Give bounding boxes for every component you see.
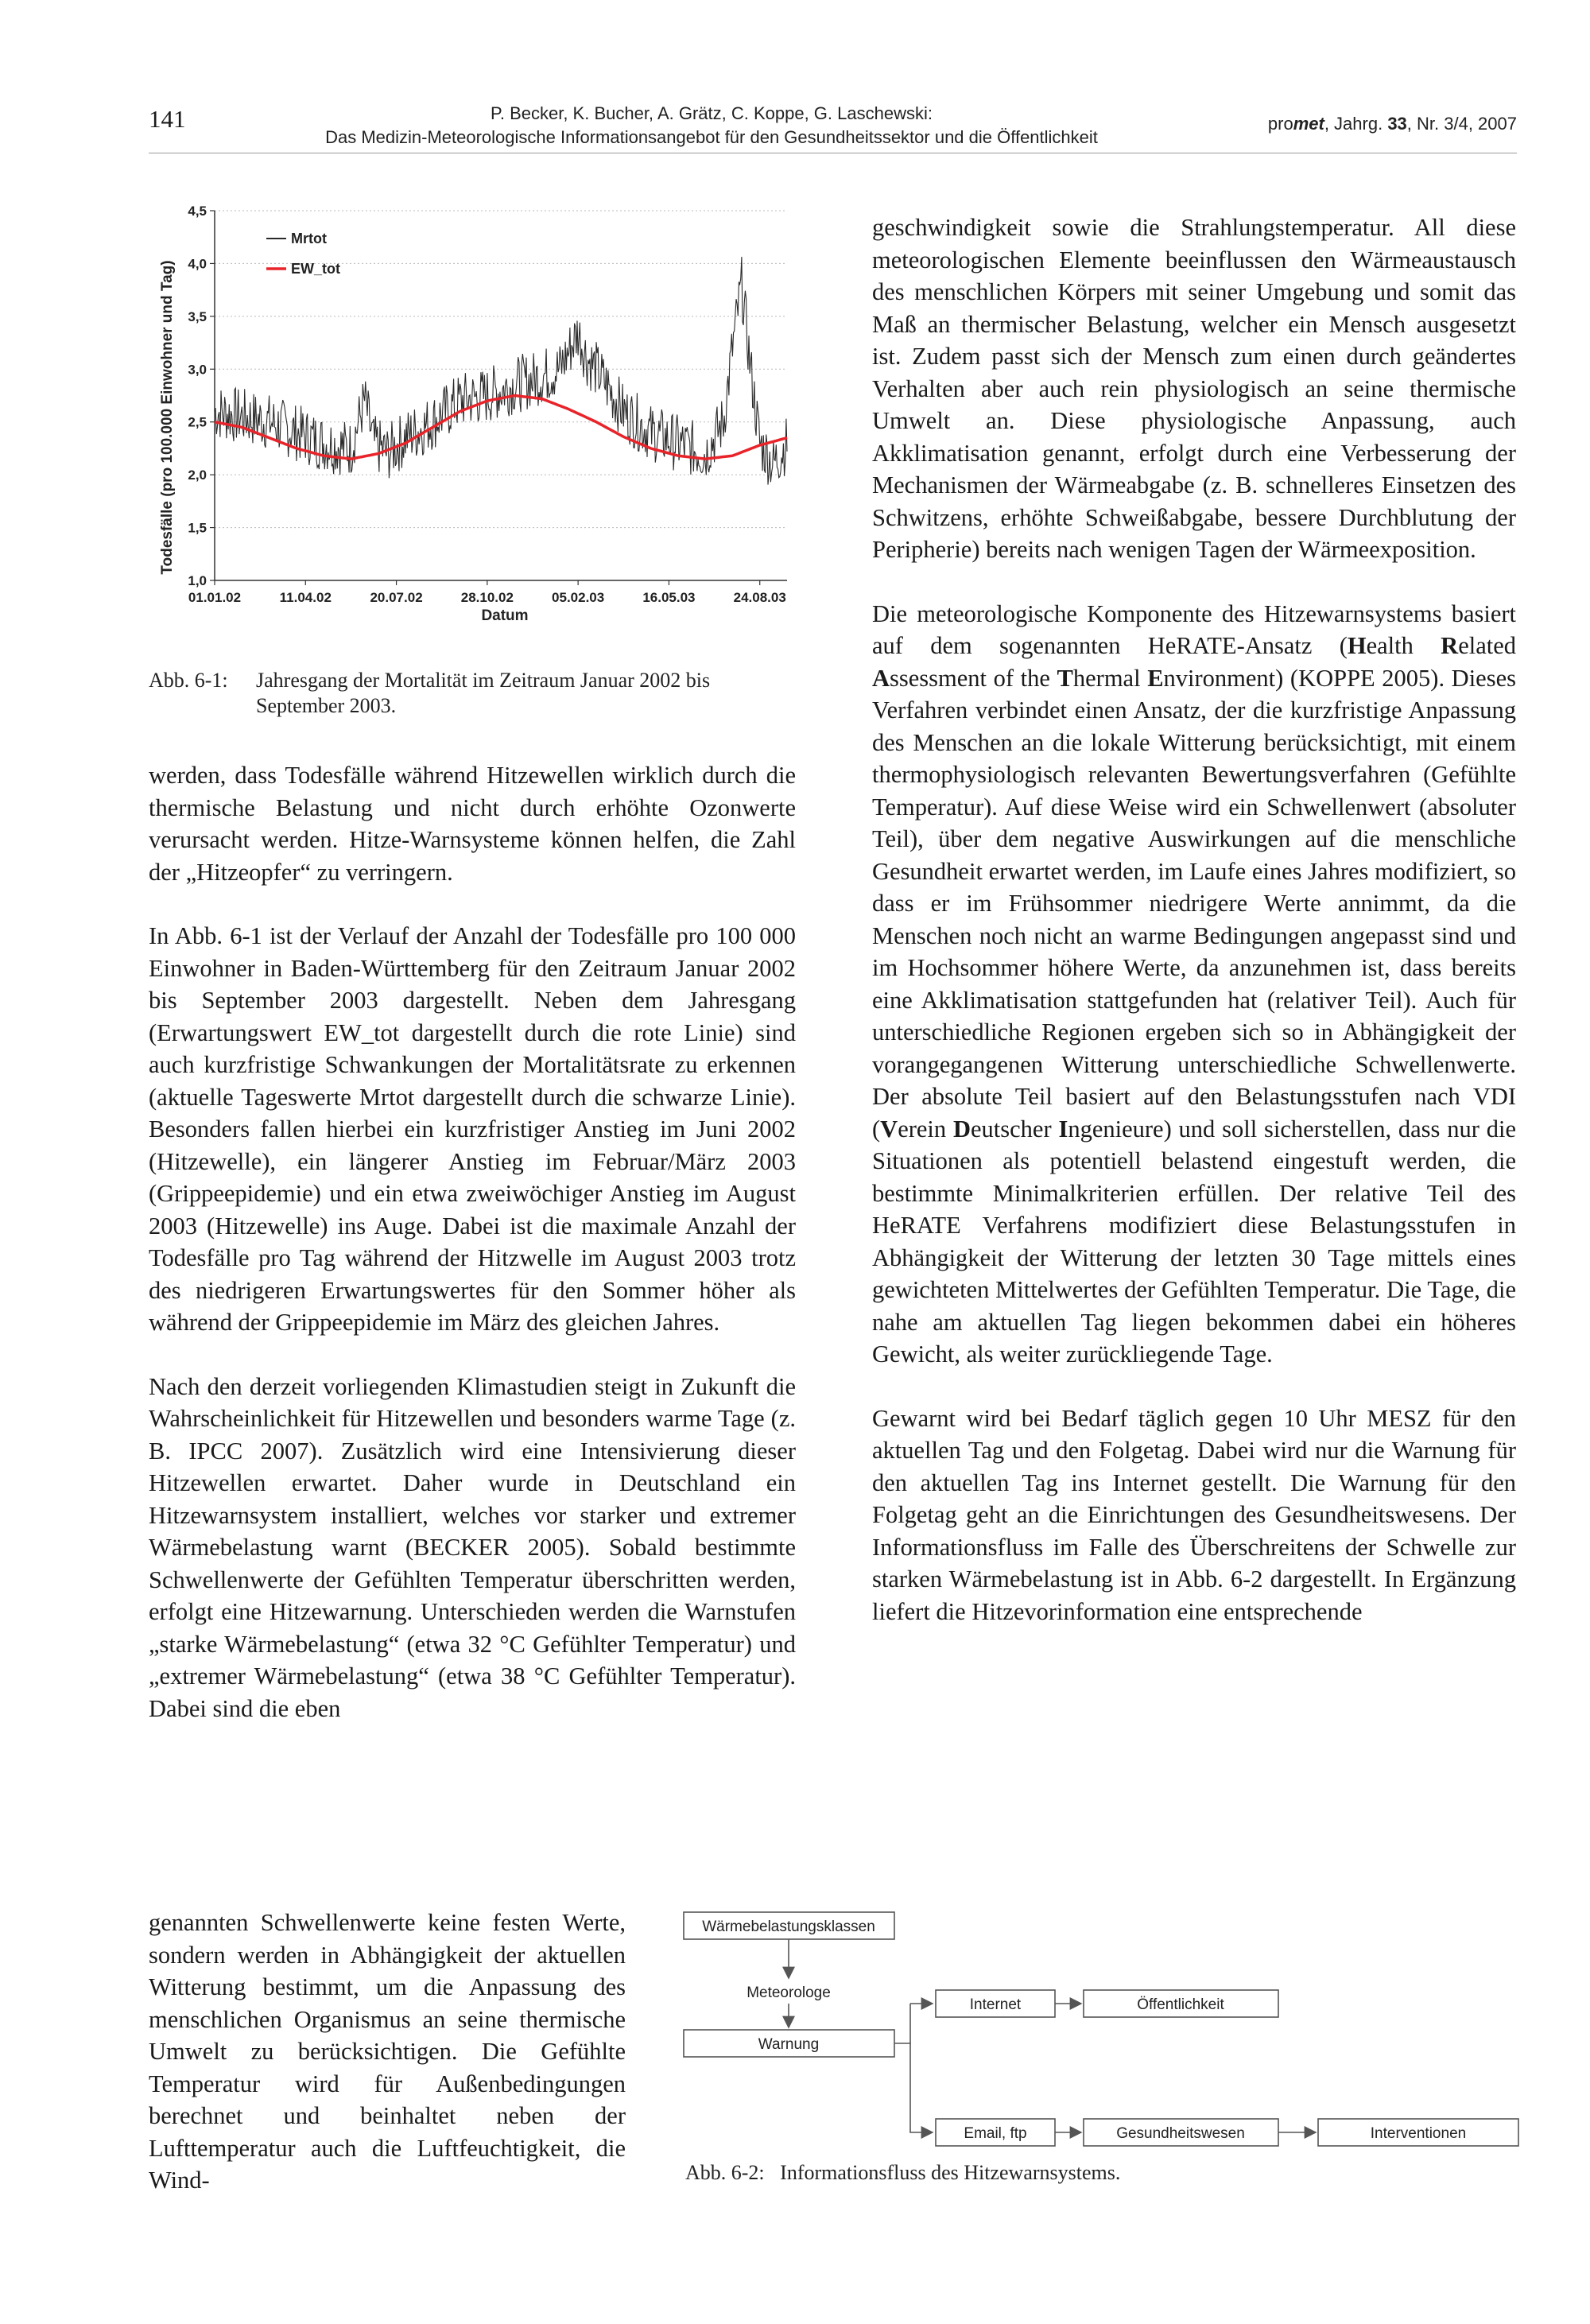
acronym-letter: T (1057, 664, 1073, 692)
running-header (262, 102, 1161, 149)
node-warnung-label: Warnung (758, 2036, 820, 2053)
information-flow-diagram (680, 1908, 1522, 2147)
left-column (149, 759, 796, 1725)
legend-label: Mrtot (291, 231, 327, 246)
right-column (872, 211, 1516, 1628)
acronym-letter: D (952, 1115, 971, 1143)
paragraph-left-2: In Abb. 6-1 ist der Verlauf der Anzahl der Todesfälle pro 100 000 Einwohner in Baden-Württemberg für den Zeitraum Januar 2002 bis September 2003 dargestellt. Neben dem Jahresgang (Erwartungswert EW_tot dargestellt durch die rote Linie) sind auch kurzfristige Schwankungen der Mortalitätsrate zu erkennen (aktuelle Tageswerte Mrtot dargestellt durch die schwarze Linie). Besonders fallen hierbei ein kurzfristiger Anstieg im Juni 2002 (Hitzewelle), ein längerer Anstieg im Februar/März 2003 (Grippeepidemie) und ein etwa zweiwöchiger Anstieg im August 2003 (Hitzewelle) ins Auge. Dabei ist die maximale Anzahl der Todesfälle pro Tag während der Hitzwelle im August 2003 trotz des niedrigeren Erwartungswertes für den Sommer höher als während der Grippeepidemie im März des gleichen Jahres. (149, 922, 796, 1336)
text-run: nvironment) (KOPPE 2005). Dieses Verfahren verbindet einen Ansatz, der die kurzfristige Anpassung des Menschen an die lokale Witterung berücksichtigt, mit einem thermophysiologisch relevanten Bewertungsverfahren (Gefühlte Temperatur). Auf diese Weise wird ein Schwellenwert (absoluter Teil), über dem negative Auswirkungen auf die menschliche Gesundheit erwartet werden, im Laufe eines Jahres modifiziert, so dass er im Frühsommer niedrigere Werte annimmt, da die Menschen noch nicht an warme Bedingungen angepasst sind und im Hochsommer höhere Werte, da anzunehmen ist, dass bereits eine Akklimatisation stattgefunden hat (relativer Teil). Auch für unterschiedliche Regionen ergeben sich so in Abhängigkeit der vorangegangenen Witterung unterschiedliche Schwellenwerte. Der absolute Teil basiert auf den Belastungsstufen nach VDI ( (872, 664, 1516, 1143)
chart-x-axis-label: Datum (481, 607, 529, 624)
paragraph-right-1: geschwindigkeit sowie die Strahlungstemperatur. All diese meteorologischen Elemente beeinflussen den Wärmeaustausch des menschlichen Körpers mit seiner Umgebung und somit das Maß an thermischer Belastung, welcher ein Mensch ausgesetzt ist. Zudem passt sich der Mensch zum einen durch geändertes Verhalten aber auch rein physiologisch an seine thermische Umwelt an. Diese physiologische Anpassung, auch Akklimatisation genannt, erfolgt durch eine Verbesserung der Mechanismen der Wärmeabgabe (z. B. schnelleres Einsetzen des Schwitzens, erhöhte Schweißabgabe, bessere Durchblutung der Peripherie) bereits nach wenigen Tagen der Wärmeexposition. (872, 214, 1516, 563)
node-gesundheitswesen-label: Gesundheitswesen (1116, 2125, 1245, 2142)
text-run: erein (898, 1115, 953, 1143)
y-tick-label: 2,0 (188, 468, 207, 483)
acronym-letter: V (880, 1115, 898, 1143)
acronym-letter: H (1347, 632, 1367, 659)
node-oeffentlichkeit-label: Öffentlichkeit (1137, 1996, 1224, 2013)
y-tick-label: 1,5 (188, 520, 207, 536)
chart-y-ticks (188, 204, 215, 588)
paragraph-left-3: Nach den derzeit vorliegenden Klimastudien steigt in Zukunft die Wahrscheinlichkeit für Hitzewellen und besonders warme Tage (z. B. IPCC 2007). Zusätzlich wird eine Intensivierung dieser Hitzewellen erwartet. Daher wurde in Deutschland ein Hitzewarnsystem installiert, welches vor starker und extremer Wärmebelastung warnt (BECKER 2005). Sobald bestimmte Schwellenwerte der Gefühlten Temperatur überschritten werden, erfolgt eine Hitzewarnung. Unterschieden werden die Warnstufen „starke Wärmebelastung“ (etwa 32 °C Gefühlter Temperatur) und „extremer Wärmebelastung“ (etwa 38 °C Gefühlter Temperatur). Dabei sind die eben (149, 1372, 796, 1722)
figure-1-caption (149, 668, 801, 717)
figure-2-caption: Abb. 6-2: Informationsfluss des Hitzewarnsystems. (685, 2161, 1121, 2184)
x-tick-label: 20.07.02 (370, 590, 423, 605)
node-internet-label: Internet (969, 1996, 1022, 2013)
acronym-letter: I (1058, 1115, 1068, 1143)
mortality-chart (151, 199, 803, 644)
paragraph-left-3-continued: genannten Schwellenwerte keine festen Werte, sondern werden in Abhängigkeit der aktuellen Witterung bestimmt, um die Anpassung des menschlichen Organismus an seine thermische Umwelt zu berücksichtigen. Die Gefühlte Temperatur wird für Außenbedingungen berechnet und beinhaltet neben der Lufttemperatur auch die Luftfeuchtigkeit, die Wind- (149, 1909, 626, 2194)
chart-x-ticks (188, 580, 786, 605)
paragraph-right-2 (872, 598, 1516, 1371)
journal-reference (1268, 114, 1517, 134)
y-tick-label: 3,5 (188, 308, 207, 324)
journal-mid: , Jahrg. (1324, 114, 1388, 134)
acronym-letter: R (1441, 632, 1459, 659)
y-tick-label: 2,5 (188, 414, 207, 430)
text-run: ealth (1366, 632, 1441, 659)
journal-volume: 33 (1387, 114, 1407, 134)
branch-line (894, 2043, 918, 2132)
legend-label: EW_tot (291, 261, 340, 277)
paragraph-left-1: werden, dass Todesfälle während Hitzewellen wirklich durch die thermische Belastung und nicht durch erhöhte Ozonwerte verursacht werden. Hitze-Warnsysteme können helfen, die Zahl der „Hitzeopfer“ zu verringern. (149, 762, 796, 886)
y-tick-label: 3,0 (188, 362, 207, 378)
journal-pre: pro (1267, 114, 1293, 134)
chart-series (215, 257, 787, 485)
node-waermebelastungsklassen-label: Wärmebelastungsklassen (702, 1919, 875, 1935)
x-tick-label: 24.08.03 (733, 590, 786, 605)
node-interventionen-label: Interventionen (1370, 2125, 1467, 2142)
text-run: eutscher (971, 1115, 1059, 1143)
x-tick-label: 28.10.02 (460, 590, 514, 605)
chart-legend (266, 231, 340, 277)
chart-y-axis-label: Todesfälle (pro 100.000 Einwohner und Tag) (159, 260, 176, 575)
journal-post: , Nr. 3/4, 2007 (1406, 114, 1517, 134)
node-meteorologe-label: Meteorologe (747, 1985, 831, 2001)
header-title: Das Medizin-Meteorologische Informationsangebot für den Gesundheitssektor und die Öffentlichkeit (325, 127, 1098, 147)
text-run: hermal (1072, 664, 1148, 692)
acronym-letter: A (872, 664, 890, 692)
y-tick-label: 1,0 (188, 573, 207, 588)
x-tick-label: 01.01.02 (188, 590, 242, 605)
x-tick-label: 16.05.03 (642, 590, 696, 605)
text-run: Die meteorologische Komponente des Hitzewarnsystems basiert auf dem sogenannten HeRATE-Ansatz ( (872, 599, 1516, 659)
chart-gridlines (215, 211, 787, 528)
text-run: ngenieure) und soll sicherstellen, dass nur die Situationen als potentiell belastend eingestuft werden, die bestimmte Minimalkriterien erfüllen. Der relative Teil des HeRATE Verfahrens modifiziert diese Belastungsstufen in Abhängigkeit der Witterung der letzten 30 Tage mittels eines gewichteten Mittelwertes der Gefühlten Temperatur. Die Tage, die nahe am aktuellen Tag liegen bekommen dabei ein höheres Gewicht, als weiter zurückliegende Tage. (872, 1115, 1516, 1368)
x-tick-label: 05.02.03 (552, 590, 605, 605)
page-number: 141 (149, 105, 186, 133)
figure-1-caption-label: Abb. 6-1: (149, 669, 228, 692)
text-run: elated (1458, 632, 1516, 659)
figure-1-caption-text: Jahresgang der Mortalität im Zeitraum Januar 2002 bis September 2003. (256, 669, 711, 717)
y-tick-label: 4,0 (188, 256, 207, 272)
header-authors: P. Becker, K. Bucher, A. Grätz, C. Koppe, G. Laschewski: (491, 103, 933, 123)
acronym-letter: E (1147, 664, 1164, 692)
paragraph-right-3: Gewarnt wird bei Bedarf täglich gegen 10 Uhr MESZ für den aktuellen Tag und den Folgetag. Dabei wird nur die Warnung für den aktuellen Tag ins Internet gestellt. Die Warnung für den Folgetag geht an die Einrichtungen des Gesundheitswesens. Der Informationsfluss im Falle des Überschreitens der Schwelle zur starken Wärmebelastung ist in Abb. 6-2 dargestellt. In Ergänzung liefert die Hitzevorinformation eine entsprechende (872, 1404, 1516, 1625)
text-run: ssessment of the (890, 664, 1057, 692)
node-email-label: Email, ftp (964, 2125, 1027, 2142)
x-tick-label: 11.04.02 (279, 590, 332, 605)
journal-brand: met (1293, 114, 1324, 134)
y-tick-label: 4,5 (188, 204, 207, 219)
